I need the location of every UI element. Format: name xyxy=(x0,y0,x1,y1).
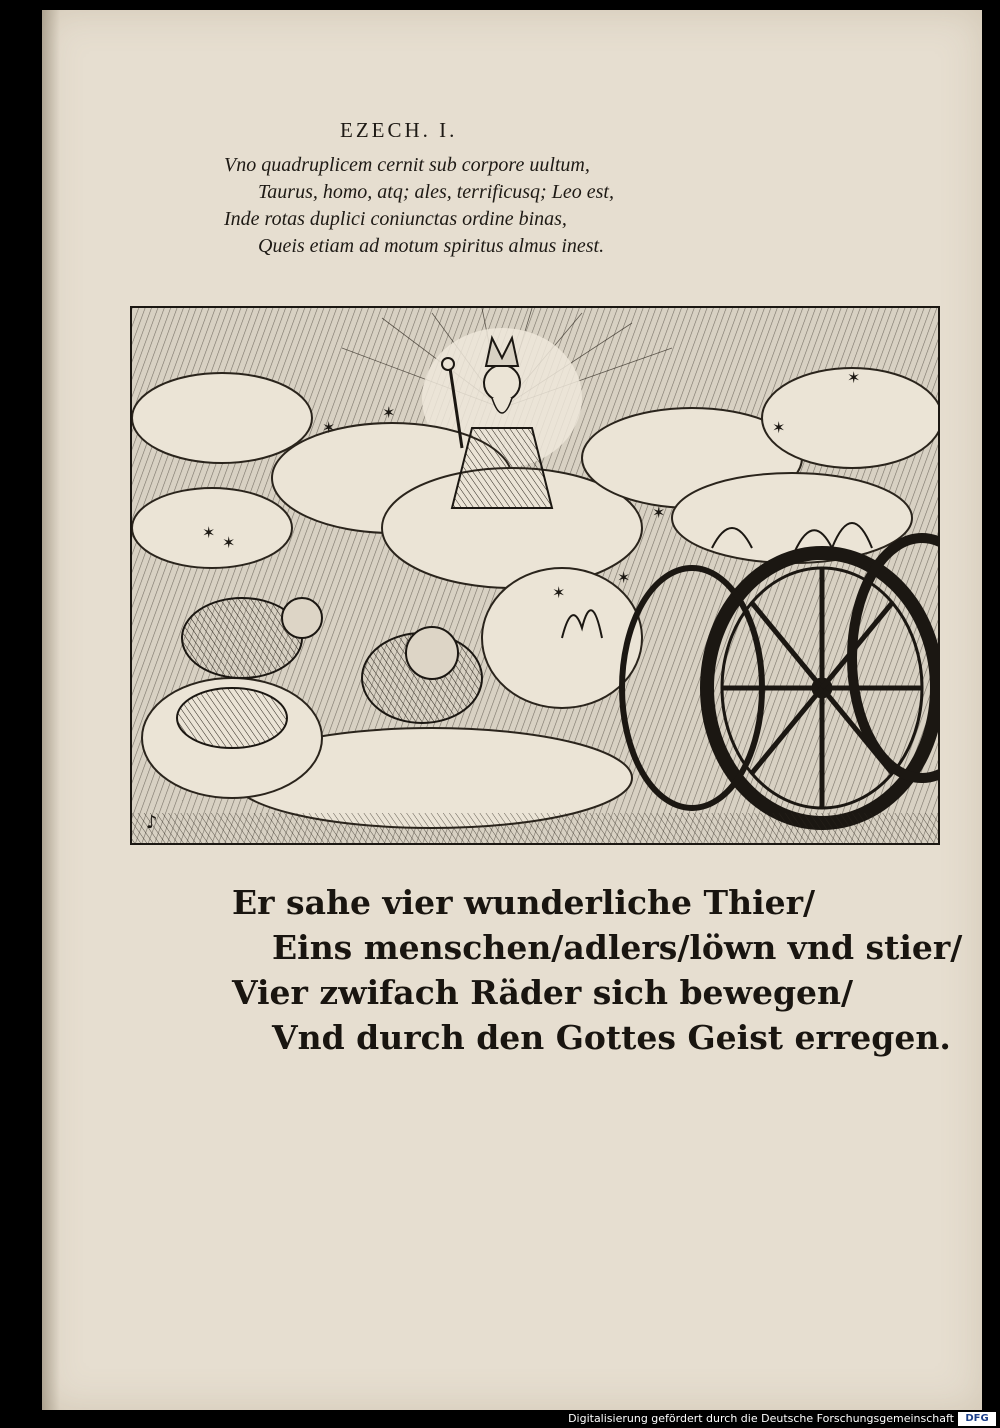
dfg-logo: DFG xyxy=(958,1412,996,1426)
svg-text:✶: ✶ xyxy=(847,368,861,387)
svg-text:✶: ✶ xyxy=(652,503,666,522)
digitization-credit: Digitalisierung gefördert durch die Deutsche Forschungsgemeinschaft xyxy=(568,1412,954,1425)
latin-verse-line: Queis etiam ad motum spiritus almus inest. xyxy=(258,235,605,257)
svg-text:✶: ✶ xyxy=(322,418,336,437)
svg-text:✶: ✶ xyxy=(222,533,236,552)
german-verses xyxy=(232,880,963,1060)
footer-bar xyxy=(0,1410,1000,1428)
svg-text:✶: ✶ xyxy=(202,523,216,542)
woodcut-illustration xyxy=(130,306,940,845)
artist-monogram: ♪ xyxy=(146,812,158,833)
german-verse-line: Vnd durch den Gottes Geist erregen. xyxy=(272,1018,951,1057)
german-verse-line: Eins menschen/adlers/löwn vnd stier/ xyxy=(272,928,963,967)
svg-text:✶: ✶ xyxy=(552,583,566,602)
latin-verse-line: Vno quadruplicem cernit sub corpore uultum, xyxy=(224,154,590,176)
svg-text:✶: ✶ xyxy=(382,403,396,422)
page-header: EZECH. I. xyxy=(340,118,458,142)
svg-text:✶: ✶ xyxy=(617,568,631,587)
latin-verse-line: Taurus, homo, atq; ales, terrificusq; Leo est, xyxy=(258,181,614,203)
woodcut-vision-image xyxy=(132,308,938,843)
svg-text:✶: ✶ xyxy=(772,418,786,437)
latin-verses xyxy=(224,152,784,260)
book-page xyxy=(42,10,982,1410)
latin-verse-line: Inde rotas duplici coniunctas ordine binas, xyxy=(224,208,567,230)
german-verse-line: Er sahe vier wunderliche Thier/ xyxy=(232,883,816,922)
german-verse-line: Vier zwifach Räder sich bewegen/ xyxy=(232,973,854,1012)
